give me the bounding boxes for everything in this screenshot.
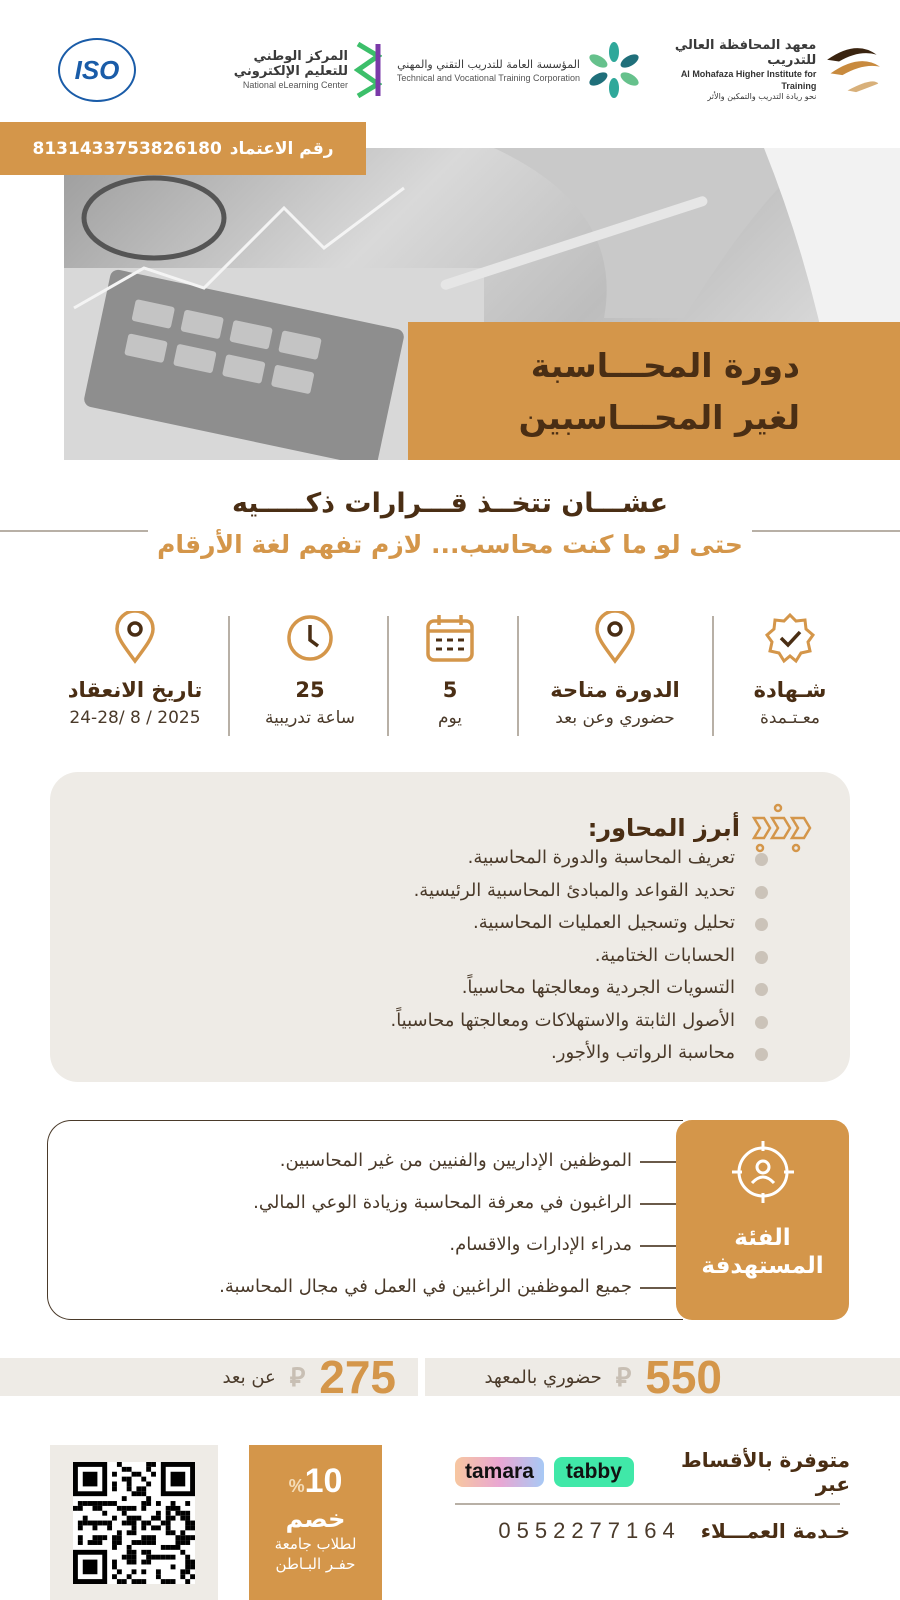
installments-label: متوفرة بالأقساط عبر xyxy=(680,1448,850,1496)
nelc-logo xyxy=(182,30,382,110)
nelc-name-en: National eLearning Center xyxy=(242,80,348,90)
qr-code-icon xyxy=(73,1462,195,1584)
discount-sub-2: حفـر البـاطن xyxy=(275,1555,356,1573)
price-online-label: عن بعد xyxy=(222,1366,276,1388)
price-online-value: 275 xyxy=(319,1351,396,1403)
calendar-icon xyxy=(424,612,476,664)
topic-item: محاسبة الرواتب والأجور. xyxy=(390,1037,735,1070)
topic-item: تعريف المحاسبة والدورة المحاسبية. xyxy=(390,842,735,875)
tagline-rule-left xyxy=(0,530,148,532)
mhi-logo xyxy=(650,30,882,110)
topic-item: الحسابات الختامية. xyxy=(390,940,735,973)
customer-service-phone[interactable]: 0552277164 xyxy=(498,1518,681,1543)
iso-text: ISO xyxy=(74,54,120,85)
customer-service-row xyxy=(455,1514,850,1548)
customer-service-label: خـدمة العمـــلاء xyxy=(700,1519,850,1543)
accreditation-label: رقم الاعتماد xyxy=(229,138,334,159)
audience-item: مدراء الإدارات والاقسام. xyxy=(60,1224,632,1266)
riyal-icon: ⃁ xyxy=(289,1362,306,1393)
price-onsite xyxy=(452,1352,722,1402)
topics-list xyxy=(390,842,735,1070)
topic-item: الأصول الثابتة والاستهلاكات ومعالجتها محاسبياً. xyxy=(390,1005,735,1038)
info-divider xyxy=(517,616,519,736)
topic-item: التسويات الجردية ومعالجتها محاسبياً. xyxy=(390,972,735,1005)
mhi-name-ar: معهد المحافظة العالي للتدريب xyxy=(674,38,817,68)
info-divider xyxy=(228,616,230,736)
installments-row xyxy=(455,1448,850,1496)
topics-title: أبرز المحاور: xyxy=(587,814,740,842)
topic-item: تحليل وتسجيل العمليات المحاسبية. xyxy=(390,907,735,940)
discount-pct-sign: % xyxy=(288,1476,305,1496)
riyal-icon: ⃁ xyxy=(615,1362,632,1393)
topic-item: تحديد القواعد والمبادئ المحاسبية الرئيسية. xyxy=(390,875,735,908)
audience-item: جميع الموظفين الراغبين في العمل في مجال المحاسبة. xyxy=(60,1266,632,1308)
price-online xyxy=(196,1352,396,1402)
discount-pct: 10 xyxy=(304,1462,343,1500)
accreditation-number: 8131433753826180 xyxy=(32,138,222,159)
hours-sub: ساعة تدريبية xyxy=(264,708,356,728)
price-onsite-value: 550 xyxy=(645,1351,722,1403)
badge-check-icon xyxy=(764,612,816,664)
iso-logo xyxy=(58,30,148,110)
certificate-main: شـهادة xyxy=(753,678,827,702)
discount-sub-1: لطلاب جامعة xyxy=(274,1535,357,1553)
nelc-name-ar-1: المركز الوطني xyxy=(253,49,348,64)
nelc-name-ar-2: للتعليم الإلكتروني xyxy=(233,64,348,79)
audience-title-line-1: الفئة xyxy=(734,1225,791,1251)
header-logos xyxy=(50,30,850,110)
price-onsite-label: حضوري بالمعهد xyxy=(484,1366,602,1388)
course-title-box xyxy=(408,322,900,460)
audience-tab xyxy=(676,1120,849,1320)
footer-divider xyxy=(455,1503,840,1505)
days-sub: يوم xyxy=(437,708,463,728)
tagline-line-2: حتى لو ما كنت محاسب... لازم تفهم لغة الأرقام xyxy=(157,530,743,559)
discount-badge xyxy=(249,1445,382,1600)
location-pin-icon xyxy=(593,611,637,665)
clock-icon xyxy=(284,612,336,664)
mode-sub: حضوري وعن بعد xyxy=(555,708,675,728)
tagline-line-1: عشـــان تتخــذ قـــرارات ذكـــــيه xyxy=(231,488,669,519)
tabby-logo[interactable]: tabby xyxy=(554,1457,634,1487)
tvtc-name-en: Technical and Vocational Training Corporation xyxy=(396,72,580,83)
mhi-name-en: Al Mohafaza Higher Institute for Training xyxy=(680,69,817,91)
topics-panel xyxy=(50,772,850,1082)
certificate-sub: معـتـمدة xyxy=(759,708,821,728)
audience-item: الراغبون في معرفة المحاسبة وزيادة الوعي المالي. xyxy=(60,1182,632,1224)
days-main: 5 xyxy=(442,678,458,702)
qr-code[interactable] xyxy=(50,1445,218,1600)
info-certificate xyxy=(730,610,850,740)
info-hours xyxy=(240,610,380,740)
tamara-logo[interactable]: tamara xyxy=(455,1457,544,1487)
audience-title-line-2: المستهدفة xyxy=(701,1253,824,1279)
discount-word: خصم xyxy=(285,1505,346,1533)
target-user-icon xyxy=(730,1139,796,1205)
tvtc-logo xyxy=(372,30,642,110)
accreditation-banner xyxy=(0,122,366,175)
info-mode xyxy=(525,610,705,740)
tvtc-name-ar: المؤسسة العامة للتدريب التقني والمهني xyxy=(397,57,580,71)
iso-globe-icon xyxy=(58,38,136,102)
mhi-swoosh-icon xyxy=(822,38,882,102)
audience-list xyxy=(60,1140,632,1308)
tvtc-star-icon xyxy=(586,40,642,100)
info-divider xyxy=(387,616,389,736)
location-pin-icon xyxy=(113,611,157,665)
course-title-line-2: لغير المحـــاسبين xyxy=(518,398,800,437)
course-title-line-1: دورة المحـــاسبة xyxy=(530,346,800,385)
info-divider xyxy=(712,616,714,736)
flow-arrows-icon xyxy=(750,802,814,854)
mode-main: الدورة متاحة xyxy=(550,678,680,702)
audience-item: الموظفين الإداريين والفنيين من غير المحاسبين. xyxy=(60,1140,632,1182)
mhi-slogan: نحو ريادة التدريب والتمكين والأثر xyxy=(707,92,817,101)
date-sub: 24-28/ 8 / 2025 xyxy=(69,708,201,728)
hours-main: 25 xyxy=(295,678,325,702)
tagline-rule-right xyxy=(752,530,900,532)
date-main: تاريخ الانعقاد xyxy=(67,678,203,702)
info-date xyxy=(50,610,220,740)
course-info-row xyxy=(50,610,850,740)
info-days xyxy=(390,610,510,740)
